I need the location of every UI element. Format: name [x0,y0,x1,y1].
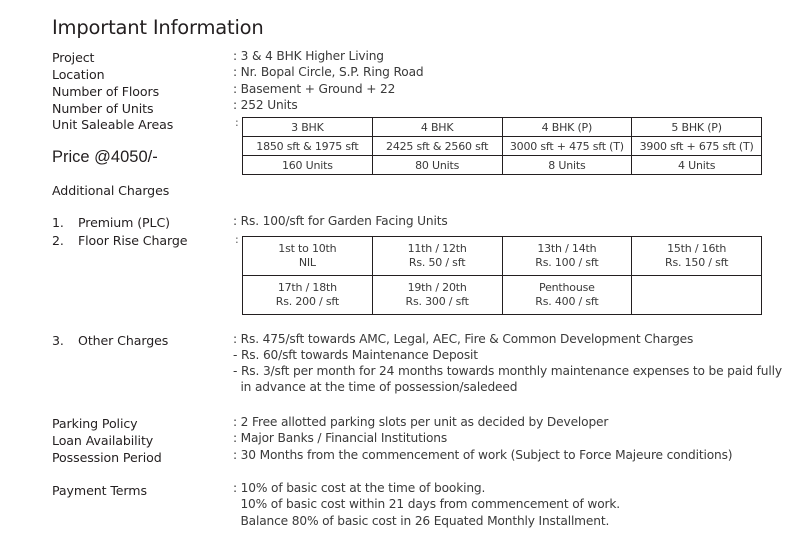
other-charges-line: : Rs. 475/sft towards AMC, Legal, AEC, Fire & Common Development Charges [233,332,694,346]
premium-plc-label [52,215,170,230]
floor-range: 17th / 18th [277,281,337,294]
additional-charges-heading: Additional Charges [52,183,170,198]
floor-rate: Rs. 50 / sft [408,256,466,269]
floor-rate: Rs. 150 / sft [665,256,729,269]
payment-terms-line: 10% of basic cost within 21 days from commencement of work. [233,497,621,511]
price: Price @4050/- [52,148,158,166]
loan-availability-label: Loan Availability [52,433,154,448]
page-title: Important Information [52,16,264,39]
floor-rise-empty-cell [632,276,762,315]
parking-policy-label: Parking Policy [52,416,138,431]
floors-value: : Basement + Ground + 22 [233,82,396,96]
floor-rate: Rs. 400 / sft [535,295,599,308]
item-number: 3. [52,333,64,348]
project-label: Project [52,50,95,65]
floor-range: 11th / 12th [407,242,467,255]
location-label: Location [52,67,105,82]
table-row [243,237,762,276]
item-label: Floor Rise Charge [78,233,188,248]
floor-rise-colon: : [235,233,239,246]
item-label: Premium (PLC) [78,215,170,230]
units-label: Number of Units [52,101,154,116]
floor-range: 13th / 14th [537,242,597,255]
floor-range: 1st to 10th [278,242,337,255]
other-charges-line: - Rs. 60/sft towards Maintenance Deposit [233,348,478,362]
floor-rise-cell [372,276,502,315]
project-value: : 3 & 4 BHK Higher Living [233,49,384,63]
unit-area-cell: 2425 sft & 2560 sft [372,137,502,156]
other-charges-line: in advance at the time of possession/saledeed [233,380,518,394]
unit-area-cell: 1850 sft & 1975 sft [243,137,373,156]
item-number: 2. [52,233,64,248]
unit-area-cell: 3000 sft + 475 sft (T) [502,137,632,156]
floor-rise-cell [372,237,502,276]
payment-terms-label: Payment Terms [52,483,147,498]
unit-count-cell: 8 Units [502,156,632,175]
other-charges-line: - Rs. 3/sft per month for 24 months towards monthly maintenance expenses to be paid fully [233,364,782,378]
saleable-areas-label: Unit Saleable Areas [52,117,174,132]
payment-terms-line: : 10% of basic cost at the time of booking. [233,481,486,495]
unit-type-cell: 4 BHK [372,118,502,137]
unit-type-cell: 5 BHK (P) [632,118,762,137]
saleable-areas-colon: : [235,116,239,129]
possession-period-label: Possession Period [52,450,162,465]
floor-rate: NIL [298,256,316,269]
units-value: : 252 Units [233,98,298,112]
item-label: Other Charges [78,333,169,348]
floor-rate: Rs. 200 / sft [275,295,339,308]
floors-label: Number of Floors [52,84,160,99]
unit-type-cell: 4 BHK (P) [502,118,632,137]
other-charges-label [52,333,168,348]
unit-count-cell: 80 Units [372,156,502,175]
loan-availability-value: : Major Banks / Financial Institutions [233,431,448,445]
table-row [243,118,762,137]
unit-area-cell: 3900 sft + 675 sft (T) [632,137,762,156]
table-row [243,137,762,156]
floor-rate: Rs. 100 / sft [535,256,599,269]
floor-rise-cell [502,237,632,276]
floor-rise-table [242,236,762,315]
location-value: : Nr. Bopal Circle, S.P. Ring Road [233,65,424,79]
possession-period-value: : 30 Months from the commencement of work (Subject to Force Majeure conditions) [233,448,733,462]
unit-count-cell: 160 Units [243,156,373,175]
table-row [243,276,762,315]
parking-policy-value: : 2 Free allotted parking slots per unit as decided by Developer [233,415,609,429]
unit-type-cell: 3 BHK [243,118,373,137]
unit-saleable-areas-table [242,117,762,175]
table-row [243,156,762,175]
floor-rise-cell [243,276,373,315]
premium-plc-value: : Rs. 100/sft for Garden Facing Units [233,214,448,228]
item-number: 1. [52,215,64,230]
floor-rise-cell [502,276,632,315]
payment-terms-line: Balance 80% of basic cost in 26 Equated Monthly Installment. [233,514,610,528]
floor-rate: Rs. 300 / sft [405,295,469,308]
floor-range: Penthouse [539,281,595,294]
floor-rise-cell [243,237,373,276]
floor-rise-cell [632,237,762,276]
floor-range: 19th / 20th [407,281,467,294]
floor-rise-label [52,233,187,248]
floor-range: 15th / 16th [667,242,727,255]
unit-count-cell: 4 Units [632,156,762,175]
